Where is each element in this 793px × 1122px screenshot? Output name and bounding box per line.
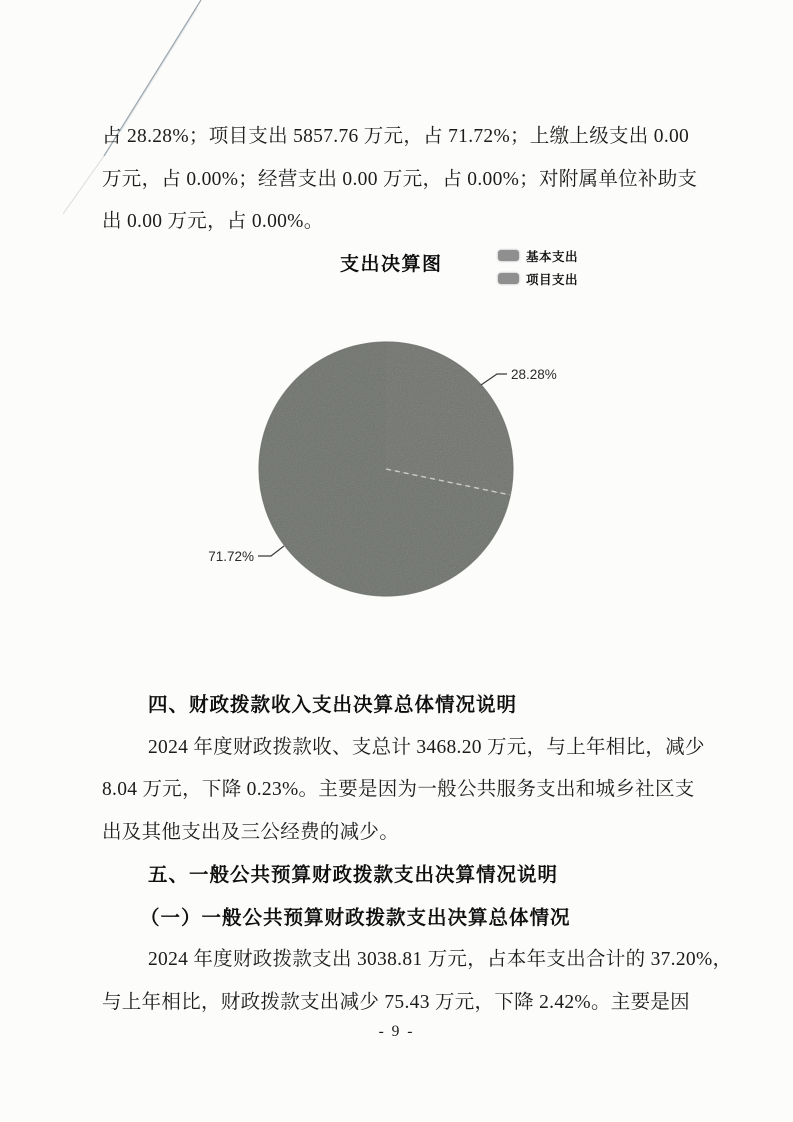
sections-block [102,684,733,1024]
legend-label-project: 项目支出 [526,272,579,287]
body-line: 万元，占 0.00%；经营支出 0.00 万元，占 0.00%；对附属单位补助支 [102,168,698,190]
pie-label-basic: 28.28% [511,367,557,382]
chart-title: 支出决算图 [340,254,443,275]
legend-item-project [498,267,578,290]
pie-label-project: 71.72% [208,549,254,564]
body-line: 与上年相比，财政拨款支出减少 75.43 万元，下降 2.42%。主要是因 [102,991,690,1013]
page-number: - 9 - [378,1023,415,1040]
section4-heading: 四、财政拨款收入支出决算总体情况说明 [148,694,518,716]
leader-line-project [258,546,284,556]
legend-item-basic [498,244,578,267]
crease-line-faint [63,156,104,214]
body-line: 2024 年度财政拨款支出 3038.81 万元，占本年支出合计的 37.20%， [148,949,733,970]
body-line: 2024 年度财政拨款收、支总计 3468.20 万元，与上年相比，减少 [148,736,705,758]
body-line: 占 28.28%；项目支出 5857.76 万元，占 71.72%；上缴上级支出 0.00 [102,126,690,147]
body-line: 出及其他支出及三公经费的减少。 [102,821,400,843]
crease-shadow [120,8,197,132]
section5-subheading: （一）一般公共预算财政拨款支出决算总体情况 [140,906,571,929]
legend-swatch-project-icon [498,273,519,284]
pie-grain-texture [255,338,520,603]
leader-line-basic [481,374,507,385]
section5-heading: 五、一般公共预算财政拨款支出决算情况说明 [148,864,559,886]
expenditure-pie-chart [180,300,610,612]
body-line: 8.04 万元，下降 0.23%。主要是因为一般公共服务支出和城乡社区支 [102,779,695,800]
intro-paragraph [102,116,698,244]
legend-label-basic: 基本支出 [526,249,579,264]
chart-legend [498,244,578,290]
body-line: 出 0.00 万元，占 0.00%。 [102,211,324,232]
legend-swatch-basic-icon [498,250,519,261]
